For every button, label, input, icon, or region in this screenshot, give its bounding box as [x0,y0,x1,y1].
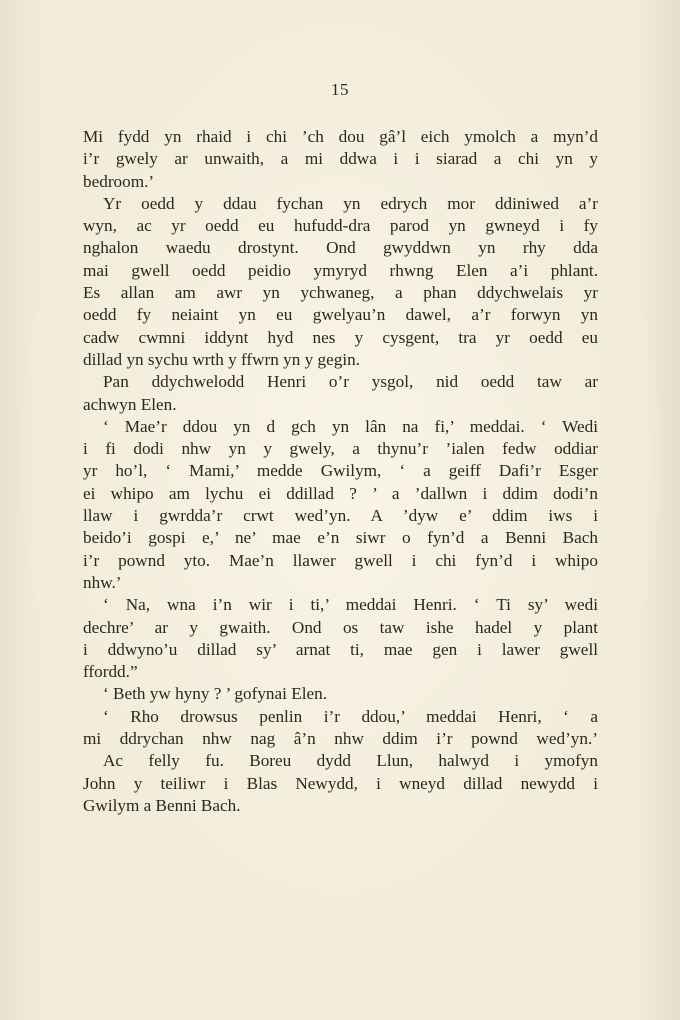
text-line: i’r pownd yto. Mae’n llawer gwell i chi fyn’d i whipo [83,550,598,570]
text-line: Es allan am awr yn ychwaneg, a phan ddychwelais yr [83,283,598,303]
text-line: beido’i gospi e,’ ne’ mae e’n siwr o fyn’d a Benni Bach [83,528,598,548]
text-line: Yr oedd y ddau fychan yn edrych mor ddiniwed a’r [103,193,598,213]
text-line: yr ho’l, ‘ Mami,’ medde Gwilym, ‘ a geiff Dafi’r Esger [83,461,598,481]
body-text [83,126,598,817]
text-line: ‘ Mae’r ddou yn d gch yn lân na fi,’ meddai. ‘ Wedi [103,416,598,436]
text-line: ‘ Na, wna i’n wir i ti,’ meddai Henri. ‘ Ti sy’ wedi [103,595,598,615]
text-line: bedroom.’ [83,171,155,191]
text-line: Ac felly fu. Boreu dydd Llun, halwyd i ymofyn [103,751,598,771]
text-line: ‘ Beth yw hyny ? ’ gofynai Elen. [103,684,328,704]
text-line: cadw cwmni iddynt hyd nes y cysgent, tra yr oedd eu [83,327,598,347]
text-line: achwyn Elen. [83,394,177,414]
text-line: Mi fydd yn rhaid i chi ’ch dou gâ’l eich ymolch a myn’d [83,127,598,146]
text-line: ffordd.” [83,662,138,682]
text-line: oedd fy neiaint yn eu gwelyau’n dawel, a’r forwyn yn [83,305,598,325]
text-line: Pan ddychwelodd Henri o’r ysgol, nid oedd taw ar [103,372,598,392]
text-line: llaw i gwrdda’r crwt wed’yn. A ’dyw e’ ddim iws i [83,506,598,526]
text-line: i’r gwely ar unwaith, a mi ddwa i i siarad a chi yn y [83,149,598,169]
text-line: mi ddrychan nhw nag â’n nhw ddim i’r pownd wed’yn.’ [83,729,598,749]
text-line: i ddwyno’u dillad sy’ arnat ti, mae gen i lawer gwell [83,639,598,659]
text-line: John y teiliwr i Blas Newydd, i wneyd dillad newydd i [83,773,598,793]
text-line: ‘ Rho drowsus penlin i’r ddou,’ meddai Henri, ‘ a [103,706,598,726]
text-line: dillad yn sychu wrth y ffwrn yn y gegin. [83,349,361,369]
text-line: mai gwell oedd peidio ymyryd rhwng Elen a’i phlant. [83,260,598,280]
text-line: nghalon waedu drostynt. Ond gwyddwn yn rhy dda [83,238,598,258]
text-line: Gwilym a Benni Bach. [83,795,241,815]
text-line: ei whipo am lychu ei ddillad ? ’ a ’dallwn i ddim dodi’n [83,483,598,503]
page-number: 15 [331,80,349,99]
text-line: nhw.’ [83,572,122,592]
text-line: wyn, ac yr oedd eu hufudd-dra parod yn gwneyd i fy [83,216,598,236]
text-line: dechre’ ar y gwaith. Ond os taw ishe hadel y plant [83,617,598,637]
text-line: i fi dodi nhw yn y gwely, a thynu’r ’ialen fedw oddiar [83,439,598,459]
